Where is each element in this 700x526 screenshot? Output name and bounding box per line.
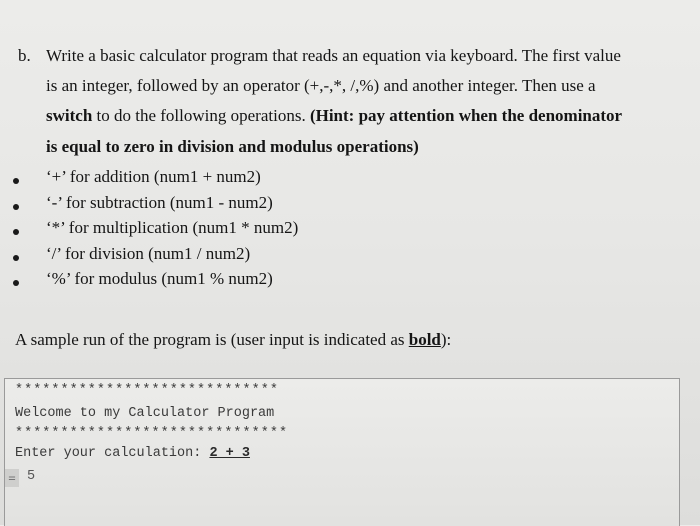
sample-suffix: ): (440, 330, 452, 349)
operation-addition: ‘+’ for addition (num1 + num2) (46, 167, 261, 186)
question-line-4 (46, 137, 419, 157)
operation-subtraction: ‘-’ for subtraction (num1 - num2) (46, 192, 273, 212)
list-item (0, 218, 700, 244)
result-marker: = (5, 469, 19, 487)
operations-list (0, 167, 700, 295)
console-user-input: 2 + 3 (209, 446, 250, 461)
hint-text-start: (Hint: pay attention when the denominator (309, 106, 623, 125)
list-item (0, 167, 700, 193)
console-welcome: Welcome to my Calculator Program (15, 406, 275, 421)
question-line-1: Write a basic calculator program that reads an equation via keyboard. The first value (46, 46, 621, 65)
console-prompt-line (15, 446, 250, 461)
console-stars-top: ***************************** (15, 383, 279, 398)
bullet-icon (13, 178, 19, 184)
question-label: b. (18, 46, 31, 65)
operation-division: ‘/’ for division (num1 / num2) (46, 243, 251, 263)
bullet-icon (13, 255, 19, 261)
switch-keyword: switch (46, 106, 93, 125)
console-stars-bottom: ****************************** (15, 426, 289, 441)
list-item (0, 193, 700, 219)
operation-multiplication: ‘*’ for multiplication (num1 * num2) (46, 218, 299, 237)
question-line-3 (46, 106, 622, 126)
bullet-icon (13, 204, 19, 210)
console-prompt: Enter your calculation: (15, 446, 210, 461)
question-line-2: is an integer, followed by an operator (+,-,*, /,%) and another integer. Then use a (46, 76, 596, 95)
bullet-icon (13, 280, 19, 286)
question-line-3-text: to do the following operations. (92, 106, 310, 125)
console-output-box (4, 378, 680, 526)
list-item (0, 269, 700, 295)
bullet-icon (13, 229, 19, 235)
operation-modulus: ‘%’ for modulus (num1 % num2) (46, 269, 273, 288)
hint-text-end: is equal to zero in division and modulus operations) (46, 137, 419, 156)
sample-run-caption (15, 330, 451, 350)
list-item (0, 244, 700, 270)
sample-bold-word: bold (408, 330, 441, 349)
console-result: 5 (27, 469, 36, 484)
sample-prefix: A sample run of the program is (user input is indicated as (15, 330, 409, 349)
